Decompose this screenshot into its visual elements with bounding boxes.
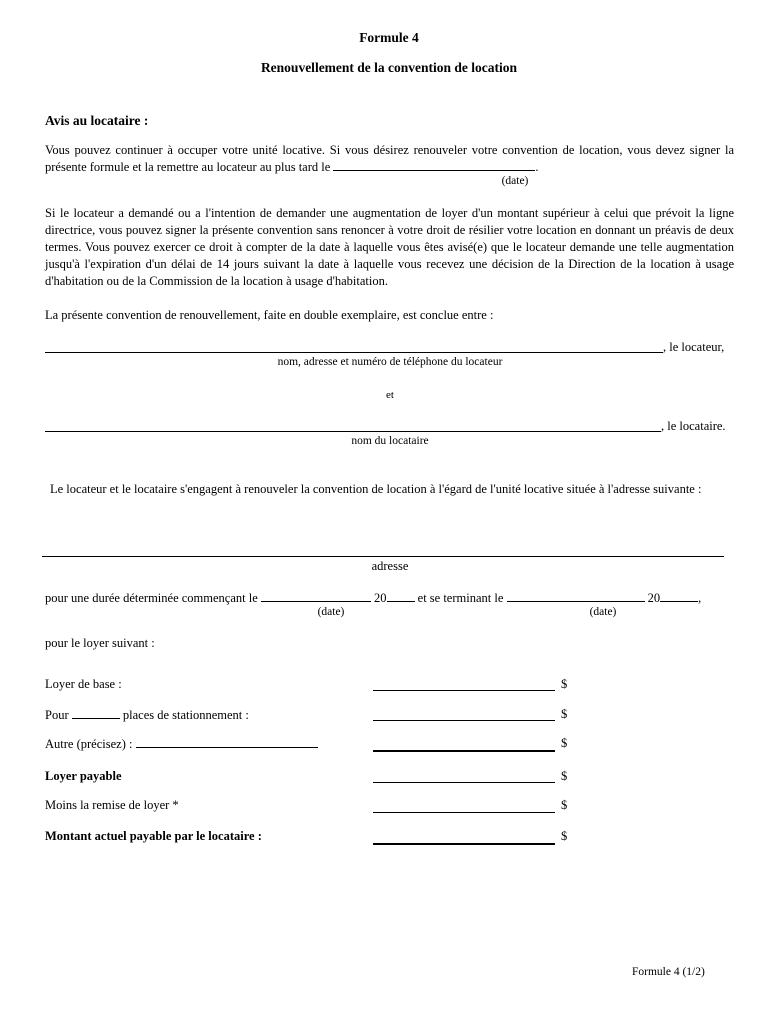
- base-rent-field[interactable]: [373, 690, 555, 691]
- notice-text: Vous pouvez continuer à occuper votre unité locative. Si vous désirez renouveler votre convention de location, vous devez signer la présente formule et la remettre au locateur au plus tard le: [45, 143, 734, 174]
- and-label: et: [386, 389, 394, 401]
- total-label: Montant actuel payable par le locataire :: [45, 829, 262, 843]
- term-line: [45, 590, 701, 606]
- other-label: [45, 736, 318, 752]
- total-currency: $: [561, 829, 568, 843]
- page-footer: Formule 4 (1/2): [632, 966, 705, 978]
- parking-amount-field[interactable]: [373, 720, 555, 721]
- tenant-suffix: , le locataire.: [661, 419, 726, 433]
- total-amount-field[interactable]: [373, 843, 555, 845]
- payable-amount-field[interactable]: [373, 782, 555, 783]
- notice-paragraph-1: [45, 142, 734, 176]
- period: .: [535, 160, 539, 174]
- end-date-caption: (date): [589, 606, 617, 618]
- discount-label: Moins la remise de loyer *: [45, 798, 179, 812]
- landlord-field[interactable]: [45, 352, 663, 353]
- landlord-caption: nom, adresse et numéro de téléphone du locateur: [277, 356, 503, 368]
- discount-amount-field[interactable]: [373, 812, 555, 813]
- base-rent-currency: $: [561, 677, 568, 691]
- parking-currency: $: [561, 707, 568, 721]
- term-suffix: ,: [698, 591, 702, 605]
- term-middle: et se terminant le: [417, 591, 504, 605]
- address-field[interactable]: [42, 556, 724, 557]
- deadline-date-caption: (date): [501, 175, 529, 187]
- start-date-field[interactable]: [261, 590, 371, 602]
- parking-label: [45, 707, 249, 723]
- term-prefix: pour une durée déterminée commençant le: [45, 591, 258, 605]
- form-subtitle: Renouvellement de la convention de location: [260, 60, 518, 75]
- start-year-label: 20: [374, 591, 387, 605]
- unit-text: Le locateur et le locataire s'engagent à renouveler la convention de location à l'égard de l'unité locative située à l'adresse suivante :: [50, 482, 702, 496]
- parking-prefix: Pour: [45, 708, 69, 722]
- end-year-label: 20: [647, 591, 661, 605]
- notice-heading: Avis au locataire :: [45, 113, 149, 128]
- other-description-field[interactable]: [136, 736, 318, 748]
- base-rent-label: Loyer de base :: [45, 677, 122, 691]
- end-year-field[interactable]: [660, 590, 698, 602]
- parties-intro: La présente convention de renouvellement, faite en double exemplaire, est conclue entre :: [45, 308, 494, 322]
- end-date-field[interactable]: [507, 590, 645, 602]
- rent-intro: pour le loyer suivant :: [45, 636, 155, 650]
- start-year-field[interactable]: [387, 590, 415, 602]
- other-currency: $: [561, 736, 568, 750]
- tenant-caption: nom du locataire: [351, 435, 429, 447]
- parking-suffix: places de stationnement :: [122, 708, 249, 722]
- payable-label: Loyer payable: [45, 769, 122, 783]
- discount-currency: $: [561, 798, 568, 812]
- form-title: Formule 4: [359, 30, 419, 45]
- other-amount-field[interactable]: [373, 750, 555, 752]
- tenant-field[interactable]: [45, 431, 661, 432]
- address-caption: adresse: [371, 559, 409, 573]
- payable-currency: $: [561, 769, 568, 783]
- other-text: Autre (précisez) :: [45, 737, 133, 751]
- start-date-caption: (date): [317, 606, 345, 618]
- parking-count-field[interactable]: [72, 707, 120, 719]
- landlord-suffix: , le locateur,: [663, 340, 725, 354]
- notice-paragraph-2: Si le locateur a demandé ou a l'intention de demander une augmentation de loyer d'un montant supérieur à celui que prévoit la ligne directrice, vous pouvez signer la présente convention sans renoncer à votre droit de résilier votre location en donnant un préavis de deux termes. Vous pouvez exercer ce droit à compter de la date à laquelle vous êtes avisé(e) que le locateur demande une telle augmentation jusqu'à l'expiration d'un délai de 14 jours suivant la date à laquelle vous recevez une décision de la Direction de la location à usage d'habitation ou de la Commission de la location à usage d'habitation.: [45, 206, 734, 288]
- deadline-date-field[interactable]: [333, 159, 535, 171]
